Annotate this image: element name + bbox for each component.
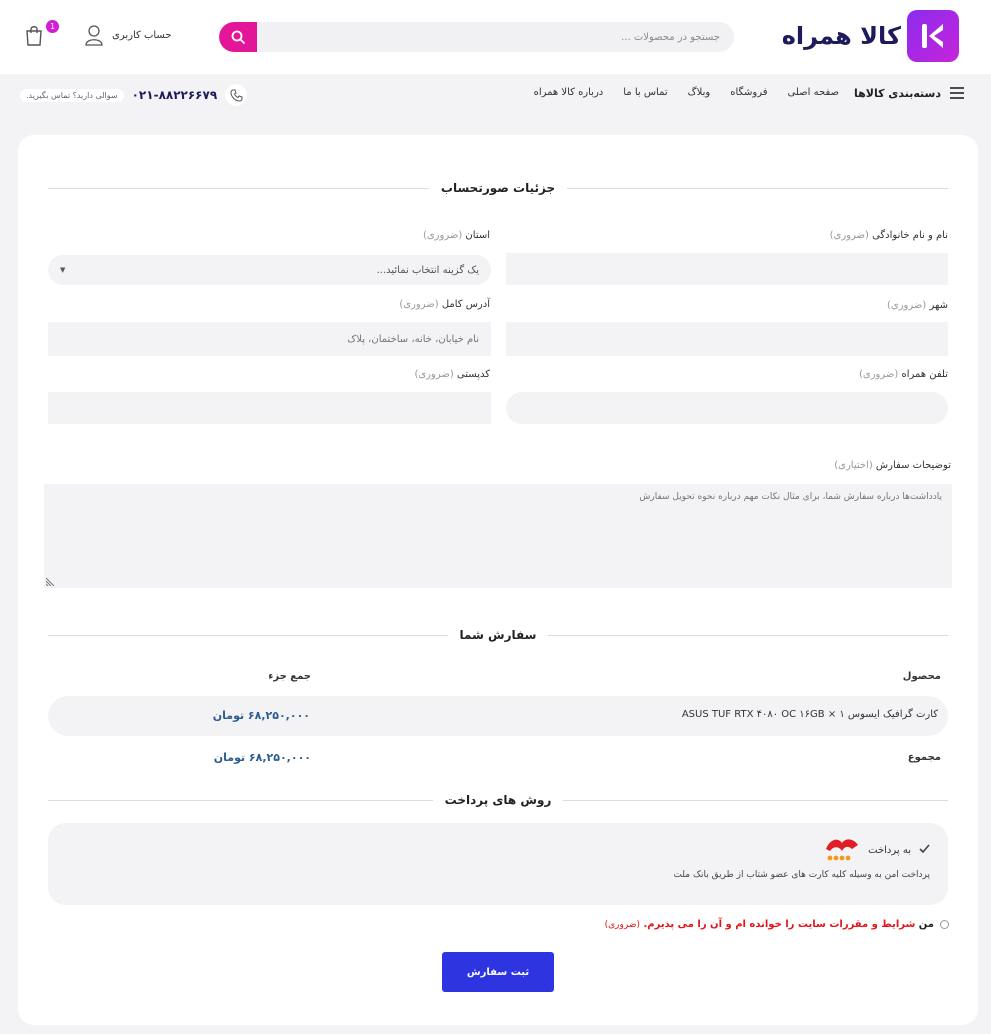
behpardakht-logo-icon (824, 835, 860, 866)
province-select-value: یک گزینه انتخاب نمائید... (376, 264, 479, 276)
nav-link-contact[interactable]: تماس با ما (623, 87, 668, 98)
mobile-label: تلفن همراه (ضروری) (858, 369, 948, 380)
checkmark-icon (919, 844, 930, 857)
place-order-button[interactable]: ثبت سفارش (442, 952, 554, 992)
nav-link-about[interactable]: درباره کالا همراه (533, 87, 604, 98)
terms-text: من شرایط و مقررات سایت را خوانده ام و آن را می پذیرم. (ضروری) (604, 919, 934, 930)
terms-agreement[interactable] (605, 919, 949, 930)
province-select[interactable] (48, 255, 491, 285)
logo-text: کالا همراه (781, 22, 901, 50)
nav-links (534, 87, 839, 98)
categories-menu[interactable] (854, 86, 965, 100)
search-icon (231, 30, 245, 44)
search-bar (219, 22, 734, 52)
user-icon (84, 24, 104, 46)
hamburger-menu-icon (949, 86, 965, 100)
cart-button[interactable] (22, 22, 56, 48)
payment-option-behpardakht[interactable] (824, 835, 930, 866)
order-product-name: کارت گرافیک ایسوس ASUS TUF RTX ۴۰۸۰ OC ۱۶GB × ۱ (681, 709, 938, 720)
main-navbar (0, 74, 991, 114)
address-field[interactable] (48, 322, 491, 356)
province-label: استان (ضروری) (422, 230, 490, 241)
phone-contact[interactable] (20, 84, 247, 106)
chevron-down-icon: ▼ (60, 266, 66, 274)
cart-count-badge: 1 (46, 20, 59, 33)
order-col-subtotal: جمع جزء (268, 671, 311, 682)
payment-methods-box (48, 823, 948, 905)
terms-checkbox[interactable] (940, 920, 949, 929)
resize-grip-icon[interactable] (46, 576, 56, 586)
payment-description: پرداخت امن به وسیله کلیه کارت های عضو شتاب از طریق بانک ملت (673, 870, 930, 880)
billing-section-title: جزئیات صورتحساب (48, 178, 948, 198)
search-button[interactable] (219, 22, 257, 52)
categories-label: دسته‌بندی کالاها (854, 86, 941, 100)
order-col-product: محصول (902, 671, 941, 682)
phone-number: ۰۲۱-۸۸۲۲۶۶۷۹ (131, 88, 218, 102)
city-label: شهر (ضروری) (887, 300, 948, 311)
name-field[interactable] (506, 253, 948, 285)
order-total-price: ۶۸,۲۵۰,۰۰۰ تومان (213, 751, 311, 764)
terms-link[interactable]: شرایط و مقررات (829, 919, 916, 930)
phone-question: سوالی دارید؟ تماس بگیرید. (20, 89, 124, 102)
postcode-label: کدپستی (ضروری) (414, 369, 490, 380)
order-section-title: سفارش شما (48, 625, 948, 645)
shopping-bag-icon (24, 24, 44, 46)
mobile-field[interactable] (506, 392, 948, 424)
nav-link-blog[interactable]: وبلاگ (687, 87, 711, 98)
city-field[interactable] (506, 322, 948, 356)
order-product-price: ۶۸,۲۵۰,۰۰۰ تومان (212, 709, 310, 722)
notes-label: توضیحات سفارش (اختیاری) (834, 460, 951, 471)
nav-link-shop[interactable]: فروشگاه (730, 87, 768, 98)
account-label: حساب کاربری (112, 29, 172, 41)
payment-section-title: روش های پرداخت (48, 790, 948, 810)
site-logo[interactable] (782, 10, 959, 62)
payment-option-label: به پرداخت (868, 845, 911, 856)
name-label: نام و نام خانوادگی (ضروری) (829, 230, 948, 241)
site-header (0, 0, 991, 74)
search-input[interactable] (257, 22, 734, 52)
nav-link-home[interactable]: صفحه اصلی (787, 87, 839, 98)
logo-mark-icon (907, 10, 959, 62)
postcode-field[interactable] (48, 392, 491, 424)
order-notes-textarea[interactable] (44, 484, 952, 588)
address-label: آدرس کامل (ضروری) (399, 299, 490, 310)
order-item-row (48, 696, 948, 736)
phone-icon (225, 84, 247, 106)
order-total-label: مجموع (907, 752, 941, 763)
account-link[interactable] (84, 24, 172, 46)
